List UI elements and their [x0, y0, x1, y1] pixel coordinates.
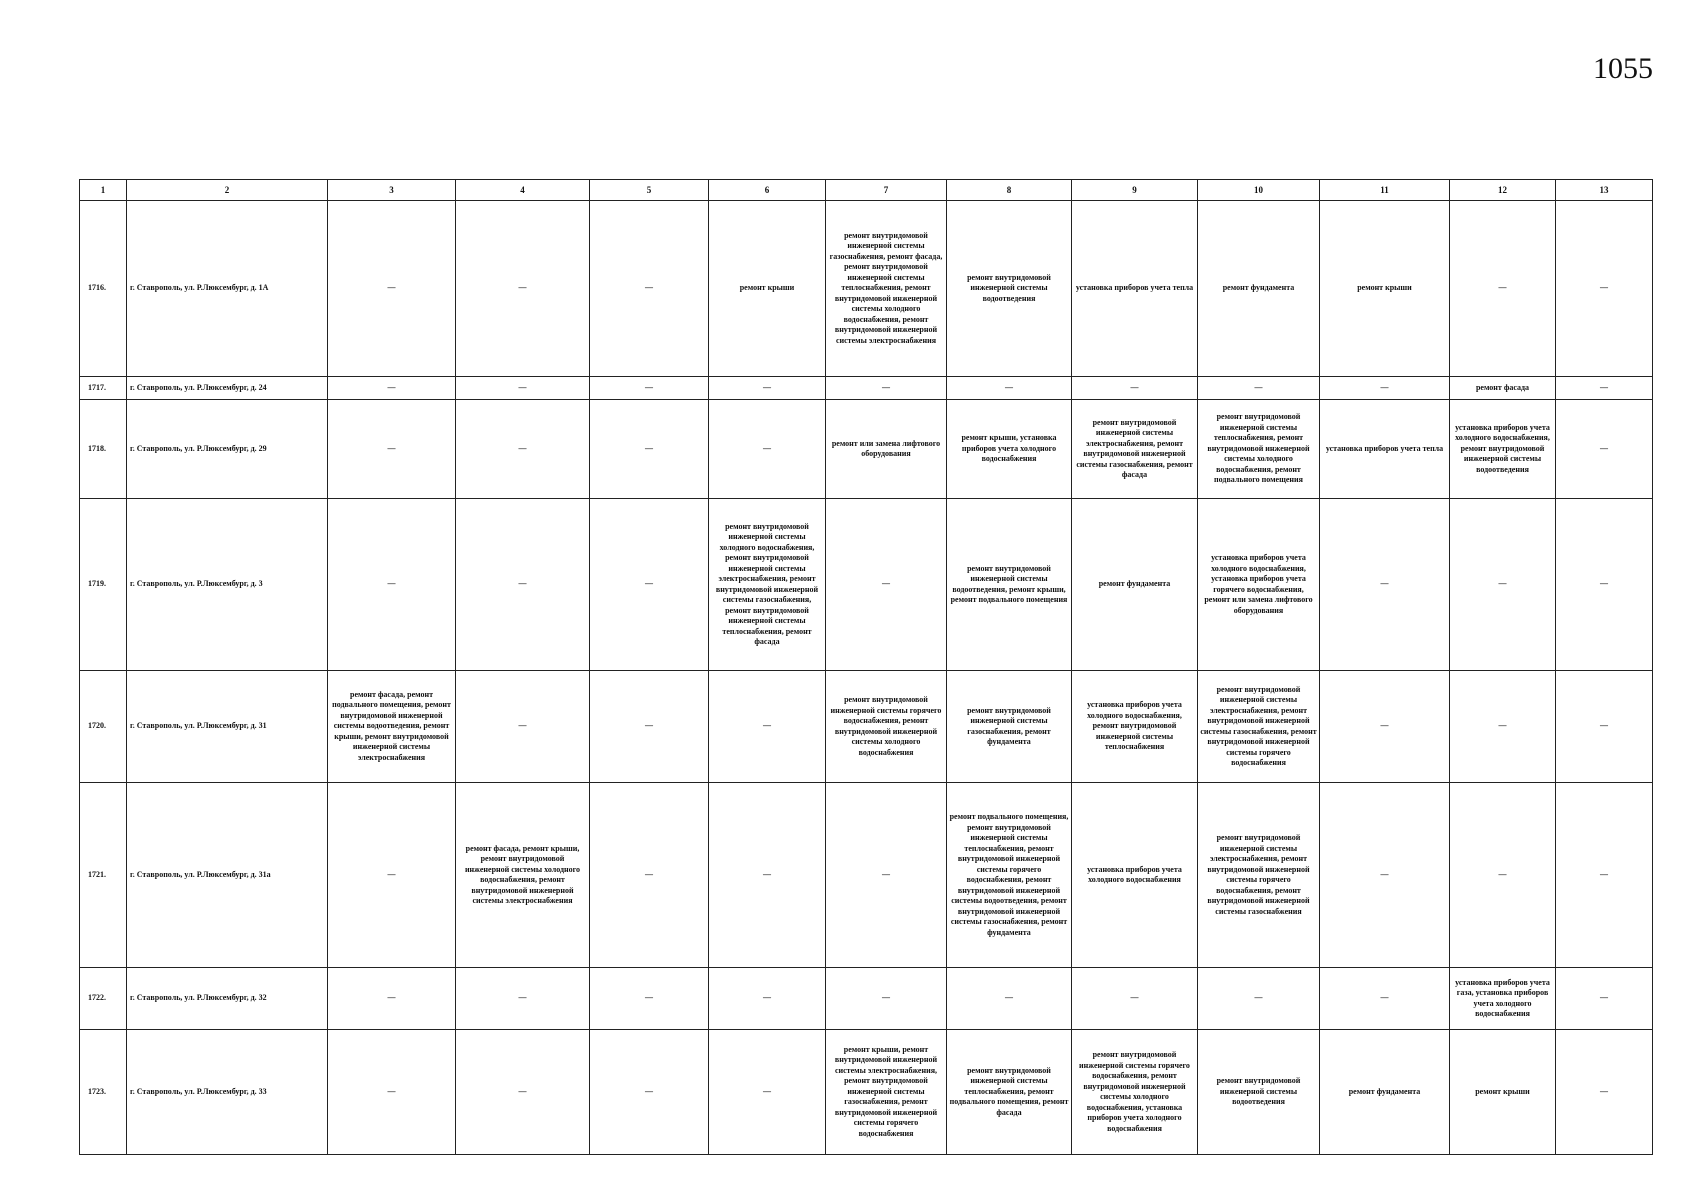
table-cell: — [590, 201, 709, 377]
table-cell: — [328, 377, 456, 400]
table-cell: — [947, 968, 1072, 1030]
table-cell: — [328, 1030, 456, 1155]
row-number: 1716. [80, 201, 127, 377]
column-header: 3 [328, 180, 456, 201]
address-cell: г. Ставрополь, ул. Р.Люксембург, д. 3 [127, 499, 328, 671]
table-cell: — [826, 968, 947, 1030]
table-cell: ремонт внутридомовой инженерной системы холодного водоснабжения, ремонт внутридомовой инженерной системы электроснабжения, ремонт внутридомовой инженерной системы газоснабжения, ремонт внутридомовой инженерной системы теплоснабжения, ремонт фасада [709, 499, 826, 671]
table-cell: — [590, 499, 709, 671]
column-header: 5 [590, 180, 709, 201]
table-cell: — [328, 201, 456, 377]
row-number: 1722. [80, 968, 127, 1030]
table-cell: — [456, 377, 590, 400]
table-cell: — [1450, 783, 1556, 968]
header-row [80, 180, 1653, 201]
table-cell: ремонт крыши, установка приборов учета холодного водоснабжения [947, 400, 1072, 499]
table-cell: ремонт внутридомовой инженерной системы электроснабжения, ремонт внутридомовой инженерной системы газоснабжения, ремонт внутридомовой инженерной системы горячего водоснабжения [1198, 671, 1320, 783]
table-cell: — [1556, 783, 1653, 968]
row-number: 1720. [80, 671, 127, 783]
table-cell: — [590, 400, 709, 499]
column-header: 11 [1320, 180, 1450, 201]
column-header: 10 [1198, 180, 1320, 201]
table-cell: — [947, 377, 1072, 400]
table-cell: — [328, 499, 456, 671]
table-row [80, 377, 1653, 400]
row-number: 1717. [80, 377, 127, 400]
table-cell: — [456, 968, 590, 1030]
column-header: 13 [1556, 180, 1653, 201]
row-number: 1719. [80, 499, 127, 671]
table-row [80, 499, 1653, 671]
table-row [80, 968, 1653, 1030]
table-cell: — [1320, 968, 1450, 1030]
table-cell: ремонт крыши [709, 201, 826, 377]
table-cell: ремонт фундамента [1320, 1030, 1450, 1155]
table-cell: — [1320, 783, 1450, 968]
table-cell: ремонт крыши [1320, 201, 1450, 377]
column-header: 4 [456, 180, 590, 201]
column-header: 8 [947, 180, 1072, 201]
table-row [80, 783, 1653, 968]
table-cell: — [1450, 499, 1556, 671]
table-cell: ремонт фундамента [1072, 499, 1198, 671]
table-cell: — [826, 783, 947, 968]
table-cell: — [590, 671, 709, 783]
address-cell: г. Ставрополь, ул. Р.Люксембург, д. 1А [127, 201, 328, 377]
table-cell: установка приборов учета холодного водоснабжения, ремонт внутридомовой инженерной системы водоотведения [1450, 400, 1556, 499]
table-cell: установка приборов учета тепла [1072, 201, 1198, 377]
table-cell: — [1450, 201, 1556, 377]
table-cell: ремонт фасада, ремонт крыши, ремонт внутридомовой инженерной системы холодного водоснабжения, ремонт внутридомовой инженерной системы электроснабжения [456, 783, 590, 968]
table-cell: — [1556, 201, 1653, 377]
table-cell: — [590, 968, 709, 1030]
table-row [80, 671, 1653, 783]
address-cell: г. Ставрополь, ул. Р.Люксембург, д. 24 [127, 377, 328, 400]
table-cell: ремонт или замена лифтового оборудования [826, 400, 947, 499]
table-cell: — [328, 968, 456, 1030]
table-cell: — [1072, 377, 1198, 400]
column-header: 1 [80, 180, 127, 201]
table-cell: — [709, 968, 826, 1030]
table-cell: ремонт внутридомовой инженерной системы водоотведения [1198, 1030, 1320, 1155]
table-cell: — [1320, 377, 1450, 400]
column-header: 6 [709, 180, 826, 201]
row-number: 1721. [80, 783, 127, 968]
column-header: 7 [826, 180, 947, 201]
row-number: 1723. [80, 1030, 127, 1155]
table-cell: ремонт внутридомовой инженерной системы горячего водоснабжения, ремонт внутридомовой инженерной системы холодного водоснабжения [826, 671, 947, 783]
table-cell: — [709, 671, 826, 783]
table-cell: — [1556, 377, 1653, 400]
table-cell: ремонт внутридомовой инженерной системы теплоснабжения, ремонт подвального помещения, ремонт фасада [947, 1030, 1072, 1155]
table-cell: ремонт внутридомовой инженерной системы теплоснабжения, ремонт внутридомовой инженерной системы холодного водоснабжения, ремонт подвального помещения [1198, 400, 1320, 499]
table-cell: ремонт крыши, ремонт внутридомовой инженерной системы электроснабжения, ремонт внутридомовой инженерной системы газоснабжения, ремонт внутридомовой инженерной системы горячего водоснабжения [826, 1030, 947, 1155]
table-cell: — [456, 201, 590, 377]
table-cell: ремонт фасада, ремонт подвального помещения, ремонт внутридомовой инженерной системы водоотведения, ремонт крыши, ремонт внутридомовой инженерной системы электроснабжения [328, 671, 456, 783]
table-cell: — [456, 400, 590, 499]
table-cell: — [1072, 968, 1198, 1030]
table-cell: — [456, 671, 590, 783]
table-cell: — [456, 499, 590, 671]
table-cell: — [1320, 671, 1450, 783]
table-cell: — [1198, 377, 1320, 400]
table-cell: ремонт внутридомовой инженерной системы электроснабжения, ремонт внутридомовой инженерной системы газоснабжения, ремонт фасада [1072, 400, 1198, 499]
table-cell: — [1556, 968, 1653, 1030]
column-header: 2 [127, 180, 328, 201]
table-cell: ремонт фундамента [1198, 201, 1320, 377]
table-cell: установка приборов учета тепла [1320, 400, 1450, 499]
table-row [80, 1030, 1653, 1155]
table-cell: — [1556, 1030, 1653, 1155]
table-cell: — [709, 400, 826, 499]
table-cell: ремонт внутридомовой инженерной системы водоотведения, ремонт крыши, ремонт подвального помещения [947, 499, 1072, 671]
address-cell: г. Ставрополь, ул. Р.Люксембург, д. 33 [127, 1030, 328, 1155]
table-cell: — [1450, 671, 1556, 783]
table-cell: — [1556, 671, 1653, 783]
table-cell: установка приборов учета газа, установка приборов учета холодного водоснабжения [1450, 968, 1556, 1030]
table-cell: ремонт фасада [1450, 377, 1556, 400]
table-cell: — [328, 400, 456, 499]
column-header: 12 [1450, 180, 1556, 201]
table-cell: — [1556, 400, 1653, 499]
table-row [80, 400, 1653, 499]
table-cell: — [590, 783, 709, 968]
table-cell: — [709, 377, 826, 400]
table-cell: ремонт внутридомовой инженерной системы электроснабжения, ремонт внутридомовой инженерной системы горячего водоснабжения, ремонт внутридомовой инженерной системы газоснабжения [1198, 783, 1320, 968]
table-cell: — [328, 783, 456, 968]
table-cell: установка приборов учета холодного водоснабжения, установка приборов учета горячего водоснабжения, ремонт или замена лифтового оборудования [1198, 499, 1320, 671]
address-cell: г. Ставрополь, ул. Р.Люксембург, д. 32 [127, 968, 328, 1030]
table-cell: — [709, 783, 826, 968]
table-row [80, 201, 1653, 377]
table-cell: — [1320, 499, 1450, 671]
row-number: 1718. [80, 400, 127, 499]
address-cell: г. Ставрополь, ул. Р.Люксембург, д. 29 [127, 400, 328, 499]
table-cell: ремонт крыши [1450, 1030, 1556, 1155]
page-number: 1055 [1593, 52, 1653, 85]
table-cell: — [826, 499, 947, 671]
repair-schedule-table [79, 179, 1653, 1155]
address-cell: г. Ставрополь, ул. Р.Люксембург, д. 31а [127, 783, 328, 968]
table-cell: — [590, 1030, 709, 1155]
table-cell: ремонт внутридомовой инженерной системы газоснабжения, ремонт фасада, ремонт внутридомовой инженерной системы теплоснабжения, ремонт внутридомовой инженерной системы холодного водоснабжения, ремонт внутридомовой инженерной системы электроснабжения [826, 201, 947, 377]
table-cell: ремонт внутридомовой инженерной системы газоснабжения, ремонт фундамента [947, 671, 1072, 783]
address-cell: г. Ставрополь, ул. Р.Люксембург, д. 31 [127, 671, 328, 783]
table-cell: — [826, 377, 947, 400]
table-cell: — [709, 1030, 826, 1155]
table-cell: — [1556, 499, 1653, 671]
column-header: 9 [1072, 180, 1198, 201]
table-cell: установка приборов учета холодного водоснабжения, ремонт внутридомовой инженерной системы теплоснабжения [1072, 671, 1198, 783]
table-cell: — [590, 377, 709, 400]
table-cell: ремонт внутридомовой инженерной системы горячего водоснабжения, ремонт внутридомовой инженерной системы холодного водоснабжения, установка приборов учета холодного водоснабжения [1072, 1030, 1198, 1155]
table-cell: установка приборов учета холодного водоснабжения [1072, 783, 1198, 968]
table-cell: ремонт внутридомовой инженерной системы водоотведения [947, 201, 1072, 377]
table-cell: — [1198, 968, 1320, 1030]
table-cell: ремонт подвального помещения, ремонт внутридомовой инженерной системы теплоснабжения, ремонт внутридомовой инженерной системы горячего водоснабжения, ремонт внутридомовой инженерной системы водоотведения, ремонт внутридомовой инженерной системы газоснабжения, ремонт фундамента [947, 783, 1072, 968]
table-cell: — [456, 1030, 590, 1155]
